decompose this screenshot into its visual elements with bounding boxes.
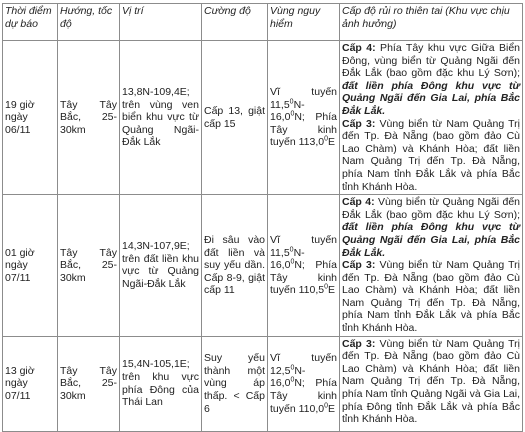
degree-sup: 0	[324, 135, 329, 143]
degree-sup: 0	[324, 283, 329, 291]
header-danger-zone: Vùng nguy hiểm	[268, 4, 340, 41]
header-intensity: Cường độ	[202, 4, 268, 41]
danger-zone-text-d: E	[328, 284, 336, 297]
risk-level-text: Phía Tây khu vực Giữa Biển Đông, vùng biển từ Quảng Ngãi đến Đắk Lắk (bao gồm đặc khu Lý Sơn);	[342, 42, 521, 80]
forecast-time-cell: 01 giờ ngày 07/11	[3, 195, 58, 337]
forecast-time-cell: 19 giờ ngày 06/11	[3, 41, 58, 195]
danger-zone-text-a: Vĩ tuyến 11,5	[270, 86, 337, 111]
header-risk-level: Cấp độ rủi ro thiên tai (Khu vực chịu ảnh hưởng)	[340, 4, 523, 41]
header-row	[3, 4, 523, 41]
forecast-table	[2, 3, 523, 432]
header-time: Thời điểm dự báo	[3, 4, 58, 41]
risk-level-text: Vùng biển từ Nam Quảng Trị đến Tp. Đà Nẵng (bao gồm đảo Cù Lao Chàm) và Khánh Hòa; đất liền Nam Quảng Trị đến Tp. Đà Nẵng, phía Nam tỉnh Đắk Lắk và phía Bắc tỉnh Khánh Hòa.	[342, 117, 520, 193]
table-row	[3, 195, 523, 337]
intensity-cell: Cấp 13, giật cấp 15	[202, 41, 268, 195]
degree-sup: 0	[290, 364, 295, 372]
degree-sup: 0	[290, 376, 295, 384]
danger-zone-text-b: N-16,0	[270, 364, 306, 390]
danger-zone-cell	[268, 336, 340, 431]
direction-speed-cell: Tây Tây Bắc, 25-30km	[58, 195, 120, 337]
danger-zone-text-a: Vĩ tuyến 12,5	[270, 352, 337, 377]
risk-level-cell	[340, 195, 523, 337]
danger-zone-text-c: N; Phía Tây kinh tuyến 113,0	[270, 111, 337, 149]
header-direction: Hướng, tốc độ	[58, 4, 120, 41]
degree-sup: 0	[290, 110, 295, 118]
degree-sup: 0	[290, 258, 295, 266]
danger-zone-cell	[268, 195, 340, 337]
header-position: Vị trí	[120, 4, 202, 41]
position-cell: 14,3N-107,9E; trên đất liền khu vực từ Quảng Ngãi-Đắk Lắk	[120, 195, 202, 337]
risk-level-emphasis: đất liền phía Đông khu vực từ Quảng Ngãi đến Gia Lai, phía Bắc Đắk Lắk.	[342, 79, 520, 117]
danger-zone-text-c: N; Phía Tây kinh tuyến 110,0	[270, 377, 337, 415]
risk-level-cell	[340, 336, 523, 431]
direction-speed-cell: Tây Tây Bắc, 25-30km	[58, 336, 120, 431]
risk-level-text: Vùng biển từ Quảng Ngãi đến Đắk Lắk (bao gồm đặc khu Lý Sơn);	[342, 196, 521, 221]
danger-zone-text-c: N; Phía Tây kinh tuyến 110,5	[270, 259, 337, 297]
risk-level-text: Vùng biển từ Nam Quảng Trị đến Tp. Đà Nẵng (bao gồm đảo Cù Lao Chàm) và Khánh Hòa; đất liền Nam Quảng Trị đến Tp. Đà Nẵng, phía Nam tỉnh Đắk Lắk và phía Bắc tỉnh Khánh Hòa.	[342, 259, 520, 335]
table-row	[3, 41, 523, 195]
degree-sup: 0	[289, 246, 294, 253]
risk-level-label: Cấp 4:	[342, 42, 376, 54]
table-row	[3, 336, 523, 431]
danger-zone-text-d: E	[328, 136, 336, 149]
risk-level-cell	[340, 41, 523, 195]
risk-level-label: Cấp 3:	[342, 117, 376, 130]
risk-level-text: Vùng biển từ Nam Quảng Trị đến Tp. Đà Nẵng (bao gồm đảo Cù Lao Chàm) và Khánh Hòa; đất liền Nam Quảng Trị đến Tp. Đà Nẵng, phía Nam tỉnh Quảng Ngãi và Gia Lai, phía Đông tỉnh Đắk Lắk và phía Bắc tỉnh Khánh Hòa.	[342, 337, 520, 426]
degree-sup: 0	[324, 402, 329, 410]
risk-level-label: Cấp 4:	[342, 196, 375, 209]
risk-level-label: Cấp 3:	[342, 337, 376, 350]
risk-level-emphasis: đất liền phía Đông khu vực từ Quảng Ngãi đến Gia Lai, phía Bắc Đắk Lắk.	[342, 221, 520, 259]
intensity-cell: Đi sâu vào đất liền và suy yếu dần. Cấp 8-9, giật cấp 11	[202, 195, 268, 337]
position-cell: 15,4N-105,1E; trên khu vực phía Đông của Thái Lan	[120, 336, 202, 431]
danger-zone-text-b: N-16,0	[270, 246, 305, 272]
intensity-cell: Suy yếu thành một vùng áp thấp. < Cấp 6	[202, 336, 268, 431]
risk-level-label: Cấp 3:	[342, 259, 376, 272]
forecast-time-cell: 13 giờ ngày 07/11	[3, 336, 58, 431]
degree-sup: 0	[289, 98, 294, 106]
direction-speed-cell: Tây Tây Bắc, 25-30km	[58, 41, 120, 195]
danger-zone-text-d: E	[328, 402, 336, 415]
danger-zone-cell	[268, 41, 340, 195]
position-cell: 13,8N-109,4E; trên vùng ven biển khu vực từ Quảng Ngãi-Đắk Lắk	[120, 41, 202, 195]
danger-zone-text-b: N-16,0	[270, 98, 305, 124]
danger-zone-text-a: Vĩ tuyến 11,5	[270, 233, 337, 259]
